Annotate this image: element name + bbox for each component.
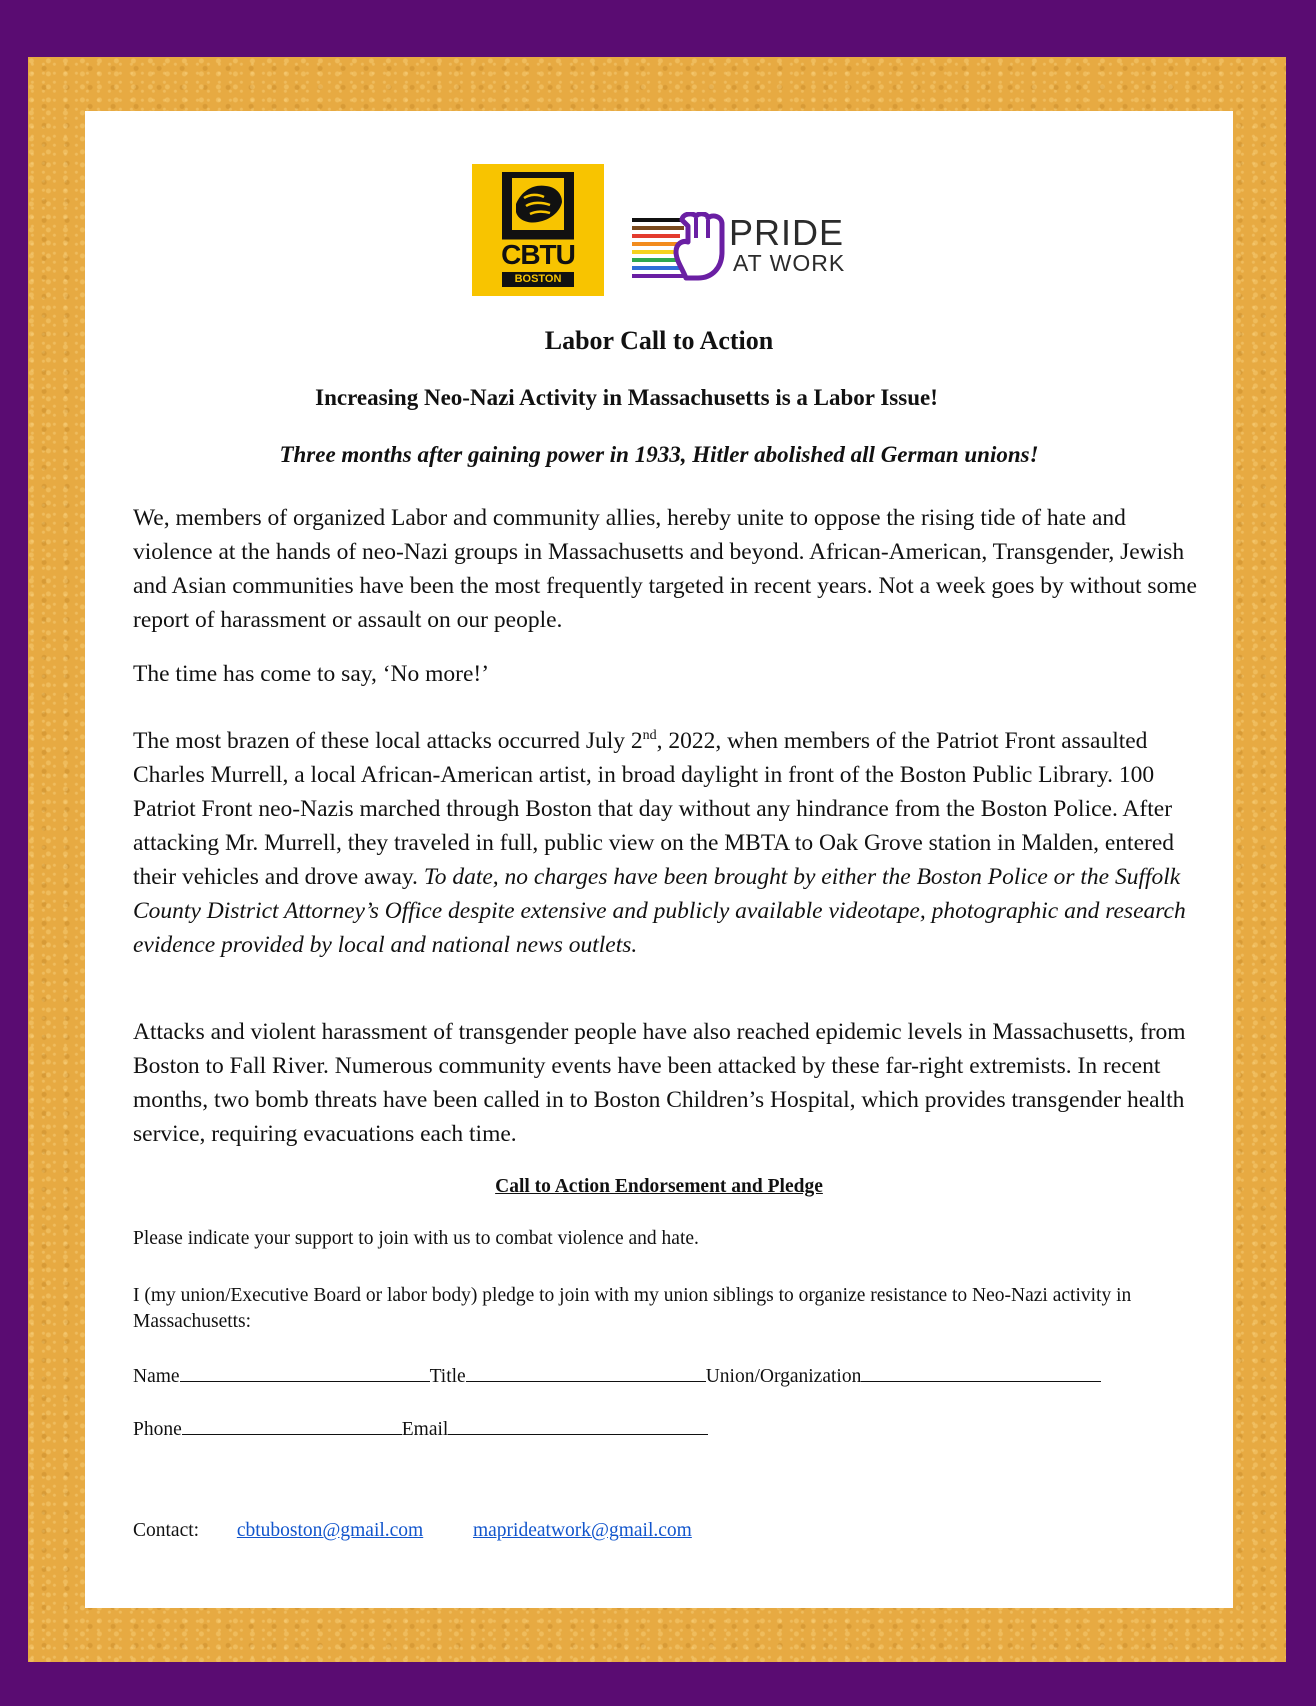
email-label: Email (401, 1419, 449, 1440)
pledge-heading: Call to Action Endorsement and Pledge (495, 1176, 823, 1197)
phone-field[interactable] (182, 1414, 402, 1435)
name-label: Name (133, 1366, 180, 1387)
pride-email-link[interactable]: maprideatwork@gmail.com (472, 1520, 692, 1541)
pride-at-work-logo (632, 212, 862, 284)
paragraph-no-more: The time has come to say, ‘No more!’ (133, 661, 490, 687)
cbtu-boston-logo (472, 164, 604, 296)
paragraph-attack (133, 719, 1197, 962)
support-text: Please indicate your support to join with us to combat violence and hate. (133, 1228, 699, 1249)
contact-row (133, 1518, 692, 1544)
paragraph-attack-italic: To date, no charges have been brought by either the Boston Police or the Suffolk County District Attorney’s Office despite extensive and publicly available videotape, photographic and research evidence provided by local and national news outlets. (133, 863, 1186, 958)
pride-logo-subtext: AT WORK (733, 250, 846, 276)
ordinal-suffix: nd (642, 728, 657, 743)
pledge-text: I (my union/Executive Board or labor body) pledge to join with my union siblings to organize resistance to Neo-Nazi activity in Massachusetts: (133, 1285, 1132, 1332)
union-field[interactable] (861, 1361, 1101, 1382)
union-label: Union/Organization (705, 1366, 862, 1387)
email-field[interactable] (448, 1414, 708, 1435)
cbtu-logo-text: CBTU (501, 239, 575, 270)
document-title: Labor Call to Action (544, 326, 774, 355)
paragraph-attack-start: The most brazen of these local attacks occurred July 2 (133, 727, 643, 754)
signature-fields-row-1 (133, 1361, 1101, 1390)
paragraph-attack-middle: , 2022, when members of the Patriot Front assaulted Charles Murrell, a local African-American artist, in broad daylight in front of the Boston Public Library. 100 Patriot Front neo-Nazis marched through Boston that day without any hindrance from the Boston Police. After attacking Mr. Murrell, they traveled in full, public view on the MBTA to Oak Grove station in Malden, entered their vehicles and drove away. (133, 727, 1175, 890)
document-page (85, 111, 1233, 1608)
pride-logo-text: PRIDE (729, 212, 845, 253)
cbtu-logo-subtext: BOSTON (502, 272, 574, 287)
document-tagline: Three months after gaining power in 1933, Hitler abolished all German unions! (279, 442, 1039, 467)
document-subtitle: Increasing Neo-Nazi Activity in Massachusetts is a Labor Issue! (315, 385, 938, 410)
title-label: Title (429, 1366, 466, 1387)
rainbow-fist-icon (632, 212, 732, 284)
paragraph-transgender: Attacks and violent harassment of transgender people have also reached epidemic levels in Massachusetts, from Boston to Fall River. Numerous community events have been attacked by these far-right extremists. In recent months, two bomb threats have been called in to Boston Children’s Hospital, which provides transgender health service, requiring evacuations each time. (133, 1019, 1186, 1147)
contact-label: Contact: (133, 1520, 200, 1541)
cbtu-email-link[interactable]: cbtuboston@gmail.com (236, 1520, 424, 1541)
title-field[interactable] (466, 1361, 706, 1382)
phone-label: Phone (133, 1419, 182, 1440)
name-field[interactable] (180, 1361, 430, 1382)
paragraph-intro: We, members of organized Labor and community allies, hereby unite to oppose the rising tide of hate and violence at the hands of neo-Nazi groups in Massachusetts and beyond. African-American, Transgender, Jewish and Asian communities have been the most frequently targeted in recent years. Not a week goes by without some report of harassment or assault on our people. (133, 505, 1197, 633)
signature-fields-row-2 (133, 1414, 708, 1443)
logo-row (472, 164, 872, 298)
